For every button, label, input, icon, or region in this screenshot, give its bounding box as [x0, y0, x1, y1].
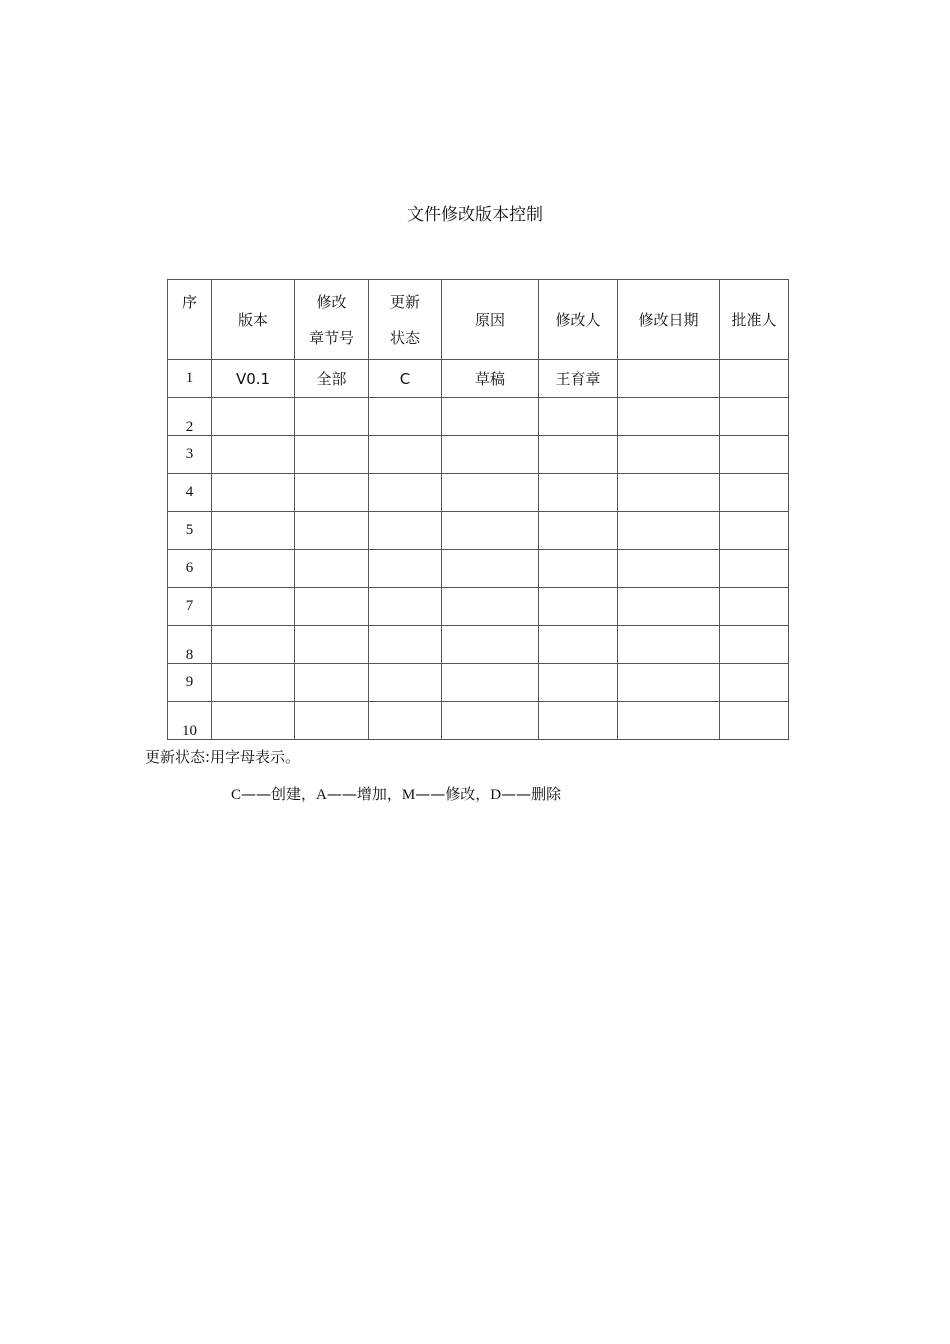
document-title: 文件修改版本控制	[407, 205, 543, 225]
row-modifier	[539, 702, 618, 740]
row-seq: 5	[168, 512, 212, 550]
row-modifier	[539, 588, 618, 626]
row-seq: 10	[168, 702, 212, 740]
row-seq: 1	[168, 360, 212, 398]
row-version	[212, 626, 295, 664]
row-modifier	[539, 550, 618, 588]
header-status	[369, 280, 442, 360]
row-approver	[720, 664, 789, 702]
row-modifier	[539, 512, 618, 550]
table-row	[168, 702, 789, 740]
row-reason	[442, 512, 539, 550]
row-status	[369, 702, 442, 740]
row-reason	[442, 664, 539, 702]
row-version	[212, 664, 295, 702]
row-status	[369, 474, 442, 512]
row-chapter	[295, 512, 369, 550]
row-chapter	[295, 702, 369, 740]
status-note-label: 更新状态:用字母表示。	[145, 748, 301, 766]
table-row	[168, 512, 789, 550]
header-chapter-line2: 章节号	[308, 328, 354, 347]
row-status	[369, 436, 442, 474]
row-modifier	[539, 398, 618, 436]
table-header-row	[168, 280, 789, 360]
row-approver	[720, 512, 789, 550]
row-date	[618, 588, 720, 626]
table-row	[168, 664, 789, 702]
row-seq: 3	[168, 436, 212, 474]
row-reason: 草稿	[442, 360, 539, 398]
table-row	[168, 436, 789, 474]
row-approver	[720, 702, 789, 740]
legend-code-c: C	[231, 787, 242, 803]
row-seq: 6	[168, 550, 212, 588]
row-status	[369, 398, 442, 436]
table-row	[168, 360, 789, 398]
row-modifier	[539, 626, 618, 664]
row-seq: 9	[168, 664, 212, 702]
header-reason: 原因	[442, 280, 539, 360]
row-status	[369, 512, 442, 550]
row-status	[369, 588, 442, 626]
legend-code-d: D	[490, 787, 502, 803]
row-chapter	[295, 626, 369, 664]
row-reason	[442, 626, 539, 664]
row-approver	[720, 398, 789, 436]
row-version	[212, 436, 295, 474]
legend-desc-modify: ——修改，	[415, 785, 491, 803]
row-seq: 4	[168, 474, 212, 512]
row-chapter	[295, 398, 369, 436]
row-version	[212, 702, 295, 740]
row-reason	[442, 702, 539, 740]
row-reason	[442, 436, 539, 474]
table-row	[168, 398, 789, 436]
version-control-table	[167, 279, 789, 740]
legend-desc-add: ——增加，	[326, 785, 402, 803]
row-status: C	[369, 360, 442, 398]
row-version	[212, 512, 295, 550]
row-date	[618, 474, 720, 512]
row-approver	[720, 474, 789, 512]
table-row	[168, 474, 789, 512]
row-chapter	[295, 550, 369, 588]
legend-desc-delete: ——删除	[501, 785, 562, 803]
row-approver	[720, 360, 789, 398]
row-date	[618, 398, 720, 436]
row-seq: 2	[168, 398, 212, 436]
row-approver	[720, 626, 789, 664]
header-approver: 批准人	[720, 280, 789, 360]
row-version: V0.1	[212, 360, 295, 398]
row-reason	[442, 588, 539, 626]
header-chapter	[295, 280, 369, 360]
header-chapter-line1: 修改	[316, 292, 347, 311]
row-version	[212, 588, 295, 626]
legend-desc-create: ——创建，	[241, 785, 317, 803]
row-approver	[720, 550, 789, 588]
row-seq: 7	[168, 588, 212, 626]
row-approver	[720, 436, 789, 474]
row-version	[212, 474, 295, 512]
row-date	[618, 664, 720, 702]
row-modifier	[539, 664, 618, 702]
row-status	[369, 664, 442, 702]
row-seq: 8	[168, 626, 212, 664]
row-reason	[442, 550, 539, 588]
row-status	[369, 626, 442, 664]
row-date	[618, 512, 720, 550]
row-date	[618, 702, 720, 740]
row-date	[618, 626, 720, 664]
header-status-line1: 更新	[389, 292, 420, 311]
row-modifier: 王育章	[539, 360, 618, 398]
row-date	[618, 360, 720, 398]
row-date	[618, 550, 720, 588]
header-status-line2: 状态	[389, 328, 420, 347]
header-modify-date: 修改日期	[618, 280, 720, 360]
row-reason	[442, 474, 539, 512]
table-row	[168, 588, 789, 626]
header-modifier: 修改人	[539, 280, 618, 360]
row-chapter: 全部	[295, 360, 369, 398]
legend-code-a: A	[316, 787, 327, 803]
row-chapter	[295, 588, 369, 626]
status-legend	[231, 783, 561, 804]
row-chapter	[295, 474, 369, 512]
row-modifier	[539, 436, 618, 474]
row-modifier	[539, 474, 618, 512]
row-date	[618, 436, 720, 474]
header-version: 版本	[212, 280, 295, 360]
row-version	[212, 550, 295, 588]
row-approver	[720, 588, 789, 626]
table-row	[168, 626, 789, 664]
row-chapter	[295, 664, 369, 702]
row-version	[212, 398, 295, 436]
header-seq: 序	[168, 280, 212, 360]
row-status	[369, 550, 442, 588]
table-row	[168, 550, 789, 588]
row-reason	[442, 398, 539, 436]
legend-code-m: M	[401, 787, 416, 803]
row-chapter	[295, 436, 369, 474]
